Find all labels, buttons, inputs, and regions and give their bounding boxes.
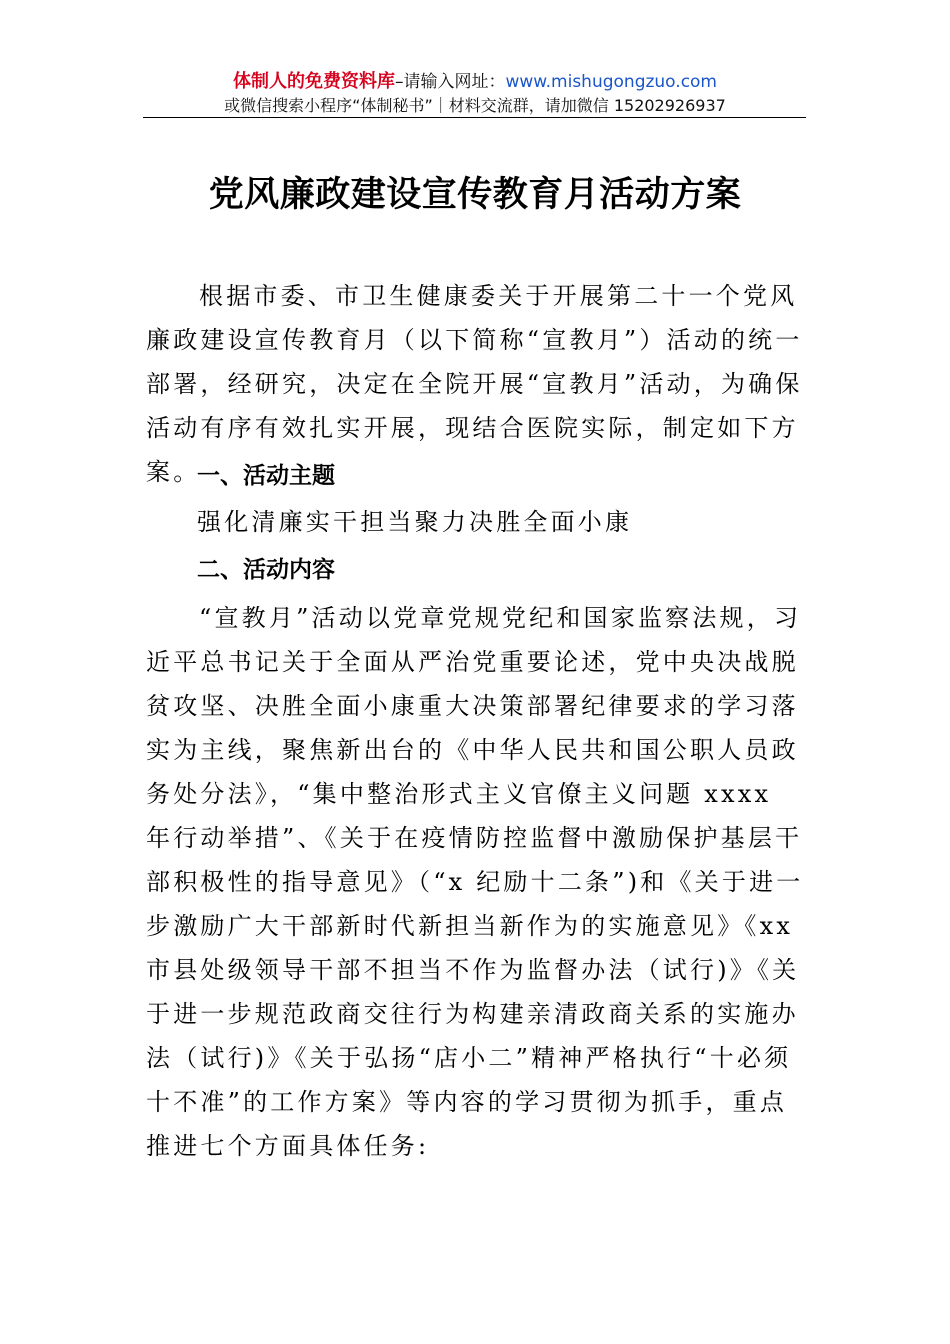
header-line-2: 或微信搜索小程序“体制秘书”｜材料交流群，请加微信 15202926937 [224,96,726,115]
section-2-heading: 二、活动内容 [197,557,335,583]
section-1-text: 强化清廉实干担当聚力决胜全面小康 [197,508,633,536]
header-line-1 [0,70,950,94]
header-prompt: –请输入网址： [394,72,506,92]
header-brand: 体制人的免费资料库 [232,71,395,92]
header-url-link[interactable]: www.mishugongzuo.com [505,72,717,92]
document-title: 党风廉政建设宣传教育月活动方案 [208,174,742,215]
header-divider [143,117,806,118]
section-2-paragraph: “宣教月”活动以党章党规党纪和国家监察法规，习近平总书记关于全面从严治党重要论述，党中央决战脱贫攻坚、决胜全面小康重大决策部署纪律要求的学习落实为主线，聚焦新出台的《中华人民共和国公职人员政务处分法》，“集中整治形式主义官僚主义问题 xxxx 年行动举措”、《关于在疫情防控监督中激励保护基层干部积极性的指导意见》（“x 纪励十二条”)和《关于进一步激励广大干部新时代新担当新作为的实施意见》《xx 市县处级领导干部不担当不作为监督办法（试行)》《关于进一步规范政商交往行为构建亲清政商关系的实施办法（试行)》《关于弘扬“店小二”精神严格执行“十必须十不准”的工作方案》等内容的学习贯彻为抓手，重点推进七个方面具体任务: [146,604,804,1160]
section-1-heading: 一、活动主题 [197,463,335,489]
intro-paragraph: 根据市委、市卫生健康委关于开展第二十一个党风廉政建设宣传教育月（以下简称“宣教月”）活动的统一部署，经研究，决定在全院开展“宣教月”活动，为确保活动有序有效扎实开展，现结合医院实际，制定如下方案。 [146,282,803,486]
page-header [0,70,950,118]
